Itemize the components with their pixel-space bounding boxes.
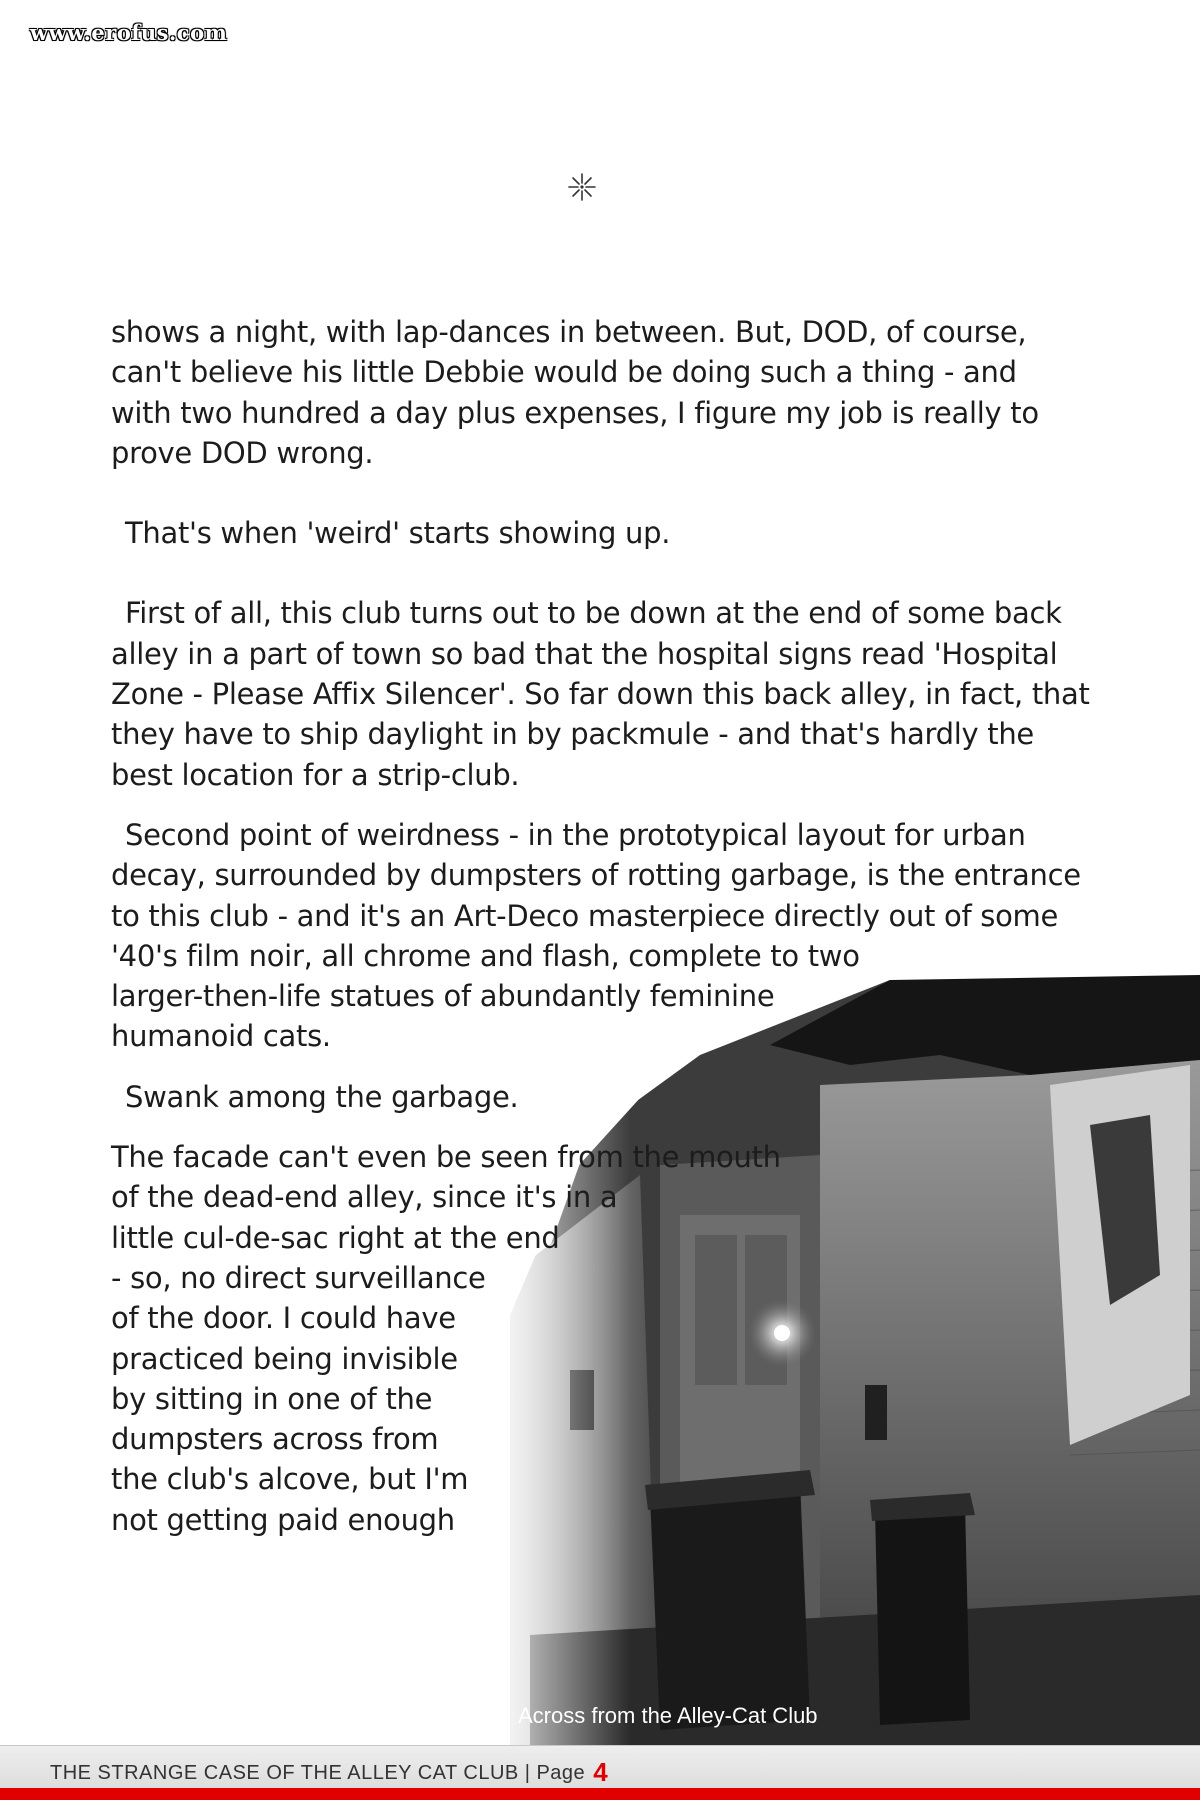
- paragraph-5: Swank among the garbage.: [125, 1079, 519, 1114]
- paragraph-3: [111, 593, 1111, 794]
- footer-text: [50, 1757, 608, 1788]
- text-line: practiced being invisible: [111, 1341, 458, 1376]
- text-line: decay, surrounded by dumpsters of rotting garbage, is the entrance: [111, 858, 1081, 893]
- story-text: [111, 312, 1111, 1540]
- text-line: alley in a part of town so bad that the hospital signs read 'Hospital: [111, 636, 1058, 671]
- book-title: THE STRANGE CASE OF THE ALLEY CAT CLUB: [50, 1762, 519, 1784]
- page-number: 4: [593, 1757, 609, 1787]
- footer-accent-bar: [0, 1788, 1200, 1800]
- page-footer: [0, 1745, 1200, 1789]
- text-line: to this club - and it's an Art-Deco masterpiece directly out of some: [111, 898, 1059, 933]
- text-line: little cul-de-sac right at the end: [111, 1220, 560, 1255]
- asterisk-ornament-icon: [567, 172, 597, 202]
- text-line: larger-then-life statues of abundantly feminine: [111, 979, 775, 1014]
- text-line: the club's alcove, but I'm: [111, 1462, 469, 1497]
- page-label: Page: [536, 1762, 586, 1784]
- text-line: can't believe his little Debbie would be doing such a thing - and: [111, 355, 1017, 390]
- text-line: they have to ship daylight in by packmule - and that's hardly the: [111, 717, 1034, 752]
- text-line: with two hundred a day plus expenses, I figure my job is really to: [111, 395, 1039, 430]
- text-line: by sitting in one of the: [111, 1381, 433, 1416]
- footer-separator: |: [524, 1762, 531, 1784]
- text-line: '40's film noir, all chrome and flash, complete to two: [111, 938, 860, 973]
- text-line: best location for a strip-club.: [111, 757, 520, 792]
- text-line: dumpsters across from: [111, 1422, 439, 1457]
- text-line: of the door. I could have: [111, 1301, 456, 1336]
- paragraph-4: [111, 815, 1111, 1057]
- paragraph-6: [111, 1137, 1111, 1540]
- paragraph-2: That's when 'weird' starts showing up.: [125, 516, 671, 551]
- watermark: www.erofus.com: [30, 20, 228, 45]
- text-line: of the dead-end alley, since it's in a: [111, 1180, 618, 1215]
- text-line: Second point of weirdness - in the prototypical layout for urban: [125, 817, 1026, 852]
- photo-caption: Across from the Alley-Cat Club: [518, 1703, 818, 1728]
- text-line: The facade can't even be seen from the mouth: [111, 1140, 781, 1175]
- text-line: - so, no direct surveillance: [111, 1260, 486, 1295]
- text-line: prove DOD wrong.: [111, 435, 374, 470]
- text-line: humanoid cats.: [111, 1019, 331, 1054]
- text-line: Zone - Please Affix Silencer'. So far down this back alley, in fact, that: [111, 677, 1090, 712]
- text-line: not getting paid enough: [111, 1502, 455, 1537]
- text-line: shows a night, with lap-dances in between. But, DOD, of course,: [111, 315, 1027, 349]
- text-line: First of all, this club turns out to be down at the end of some back: [125, 596, 1062, 631]
- paragraph-1: [111, 312, 1111, 473]
